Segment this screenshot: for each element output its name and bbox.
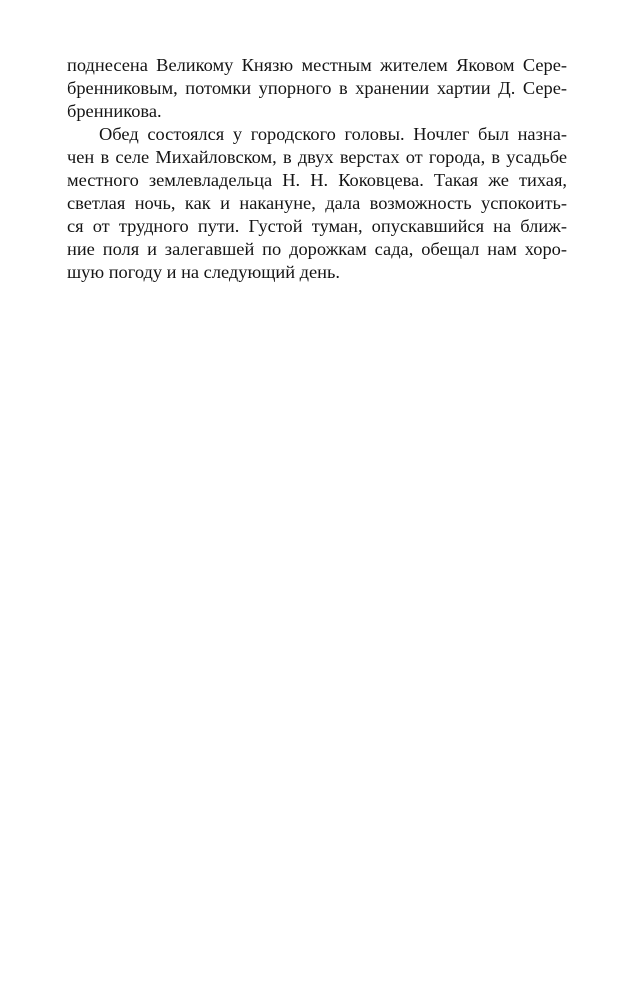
text-line: местного землевладельца Н. Н. Коковцева. Такая же тихая, [67, 170, 567, 190]
text-line: светлая ночь, как и накануне, дала возможность успокоить- [67, 193, 567, 213]
paragraph-2 [67, 123, 567, 284]
text-line: ние поля и залегавшей по дорожкам сада, обещал нам хоро- [67, 239, 567, 259]
text-line: бренниковым, потомки упорного в хранении хартии Д. Сере- [67, 78, 567, 98]
page-text [67, 54, 567, 284]
text-line: поднесена Великому Князю местным жителем Яковом Сере- [67, 55, 567, 75]
text-line: бренникова. [67, 101, 162, 121]
text-line: чен в селе Михайловском, в двух верстах от города, в усадьбе [67, 147, 567, 167]
text-line: Обед состоялся у городского головы. Ночлег был назна- [99, 124, 567, 144]
paragraph-1 [67, 54, 567, 123]
text-line: шую погоду и на следующий день. [67, 262, 341, 282]
text-line: ся от трудного пути. Густой туман, опускавшийся на ближ- [67, 216, 567, 236]
